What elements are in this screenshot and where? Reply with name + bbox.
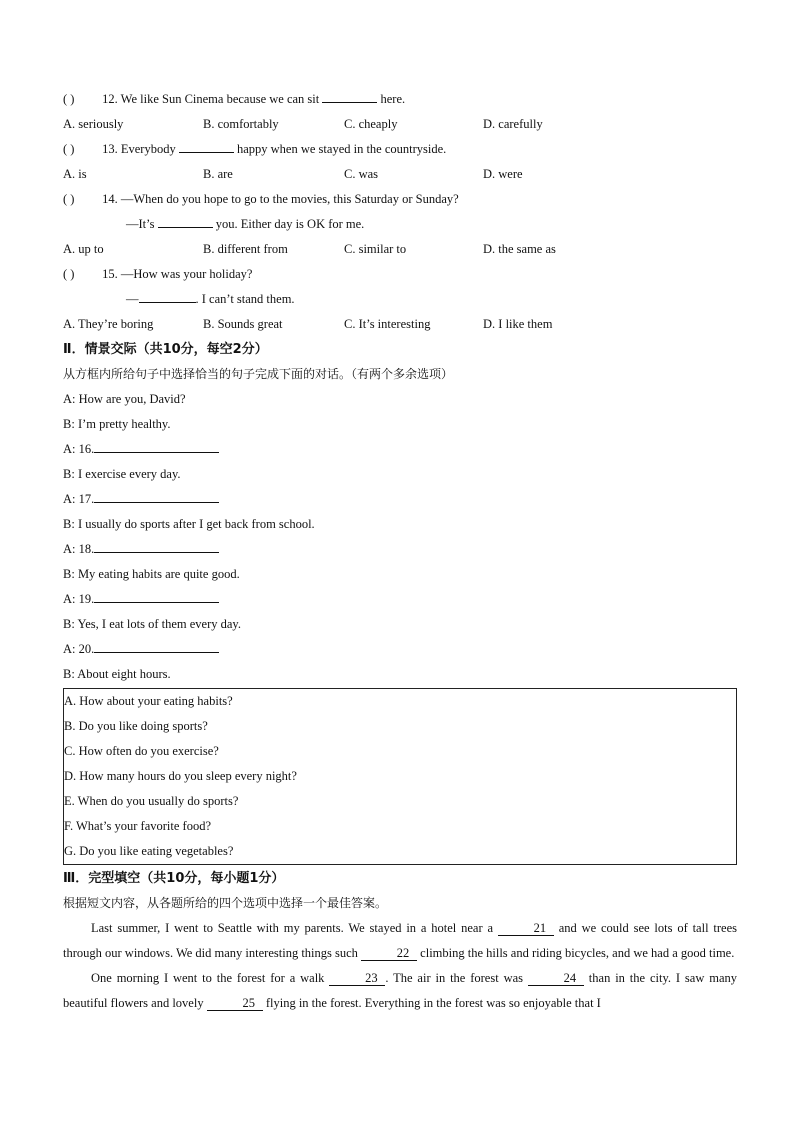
option-c: C. cheaply xyxy=(344,117,398,131)
cloze-paragraph-1 xyxy=(63,916,737,966)
reply-end: you. Either day is OK for me. xyxy=(215,217,365,231)
question-13 xyxy=(63,137,737,162)
question-stem: 13. Everybody xyxy=(102,142,176,156)
dialogue-line xyxy=(63,512,737,537)
passage-text: flying in the forest. Everything in the forest was so enjoyable that I xyxy=(265,996,601,1010)
question-stem-end: happy when we stayed in the countryside. xyxy=(236,142,447,156)
speaker: B: xyxy=(63,417,75,431)
question-14-options xyxy=(63,237,737,262)
speaker: B: xyxy=(63,617,75,631)
speaker: B: xyxy=(63,517,75,531)
section-3-heading: Ⅲ．完型填空（共10分，每小题1分） xyxy=(63,871,285,886)
question-12 xyxy=(63,87,737,112)
speaker: B: xyxy=(63,667,75,681)
answer-blank[interactable] xyxy=(94,488,219,503)
dialogue-line xyxy=(63,387,737,412)
dialogue-text: I’m pretty healthy. xyxy=(77,417,171,431)
dialogue-line xyxy=(63,437,737,462)
passage-text: than in the city. I saw many beautiful flowers and lovely xyxy=(63,971,738,1010)
box-option: G. Do you like eating vegetables? xyxy=(64,844,234,858)
speaker: A: xyxy=(63,492,76,506)
exam-page xyxy=(63,87,737,1016)
dialogue-line xyxy=(63,537,737,562)
speaker: A: xyxy=(63,542,76,556)
question-stem: 15. —How was your holiday? xyxy=(102,267,253,281)
dialogue-line xyxy=(63,637,737,662)
section-2-instruction: 从方框内所给句子中选择恰当的句子完成下面的对话。（有两个多余选项） xyxy=(63,367,454,381)
cloze-blank-23[interactable]: 23 xyxy=(329,971,385,986)
dialogue-number: 19. xyxy=(78,592,95,606)
options-box xyxy=(63,688,737,865)
question-stem: 12. We like Sun Cinema because we can sit xyxy=(102,92,320,106)
cloze-paragraph-2 xyxy=(63,966,737,1016)
question-stem-end: here. xyxy=(380,92,406,106)
reply-end: . I can’t stand them. xyxy=(195,292,295,306)
speaker: A: xyxy=(63,592,76,606)
option-d: D. I like them xyxy=(483,317,553,331)
box-option: F. What’s your favorite food? xyxy=(64,819,211,833)
option-d: D. were xyxy=(483,167,523,181)
speaker: A: xyxy=(63,392,76,406)
cloze-blank-22[interactable]: 22 xyxy=(361,946,417,961)
answer-blank[interactable] xyxy=(322,88,377,103)
section-2-heading: Ⅱ．情景交际（共10分，每空2分） xyxy=(63,342,268,357)
option-b: B. are xyxy=(203,167,233,181)
question-14 xyxy=(63,187,737,212)
option-b: B. Sounds great xyxy=(203,317,283,331)
speaker: B: xyxy=(63,567,75,581)
question-13-options xyxy=(63,162,737,187)
option-c: C. It’s interesting xyxy=(344,317,431,331)
dialogue-text: About eight hours. xyxy=(77,667,171,681)
option-d: D. the same as xyxy=(483,242,556,256)
cloze-blank-21[interactable]: 21 xyxy=(498,921,554,936)
passage-text: One morning I went to the forest for a walk xyxy=(91,971,325,985)
dialogue xyxy=(63,387,737,687)
question-15-reply xyxy=(63,287,737,312)
option-c: C. similar to xyxy=(344,242,407,256)
passage-text: climbing the hills and riding bicycles, and we had a good time. xyxy=(420,946,735,960)
cloze-blank-24[interactable]: 24 xyxy=(528,971,584,986)
passage-text: and we could see lots of tall trees through our windows. We did many interesting things such xyxy=(63,921,737,960)
answer-blank[interactable] xyxy=(158,213,213,228)
dialogue-line xyxy=(63,412,737,437)
option-a: A. seriously xyxy=(63,117,124,131)
speaker: A: xyxy=(63,642,76,656)
answer-paren[interactable]: ( ) xyxy=(63,142,75,156)
option-b: B. comfortably xyxy=(203,117,279,131)
answer-blank[interactable] xyxy=(179,138,234,153)
question-15 xyxy=(63,262,737,287)
dialogue-text: I usually do sports after I get back from school. xyxy=(77,517,315,531)
question-stem: 14. —When do you hope to go to the movies, this Saturday or Sunday? xyxy=(102,192,459,206)
question-12-options xyxy=(63,112,737,137)
passage-text: Last summer, I went to Seattle with my parents. We stayed in a hotel near a xyxy=(91,921,494,935)
speaker: A: xyxy=(63,442,76,456)
dialogue-text: My eating habits are quite good. xyxy=(77,567,240,581)
reply-start: — xyxy=(126,292,139,306)
question-15-options xyxy=(63,312,737,337)
box-option: A. How about your eating habits? xyxy=(64,694,233,708)
option-a: A. up to xyxy=(63,242,104,256)
section-3-instruction: 根据短文内容，从各题所给的四个选项中选择一个最佳答案。 xyxy=(63,896,388,910)
answer-blank[interactable] xyxy=(94,438,219,453)
answer-paren[interactable]: ( ) xyxy=(63,92,75,106)
dialogue-line xyxy=(63,562,737,587)
answer-blank[interactable] xyxy=(94,588,219,603)
passage-text: . The air in the forest was xyxy=(385,971,524,985)
answer-blank[interactable] xyxy=(139,288,196,303)
cloze-blank-25[interactable]: 25 xyxy=(207,996,263,1011)
dialogue-text: I exercise every day. xyxy=(77,467,181,481)
speaker: B: xyxy=(63,467,75,481)
dialogue-number: 16. xyxy=(78,442,95,456)
dialogue-line xyxy=(63,612,737,637)
answer-paren[interactable]: ( ) xyxy=(63,267,75,281)
dialogue-text: How are you, David? xyxy=(78,392,186,406)
box-option: D. How many hours do you sleep every night? xyxy=(64,769,297,783)
dialogue-text: Yes, I eat lots of them every day. xyxy=(77,617,241,631)
answer-blank[interactable] xyxy=(94,638,219,653)
option-b: B. different from xyxy=(203,242,288,256)
option-d: D. carefully xyxy=(483,117,543,131)
box-option: E. When do you usually do sports? xyxy=(64,794,239,808)
option-a: A. is xyxy=(63,167,87,181)
dialogue-line xyxy=(63,462,737,487)
dialogue-number: 18. xyxy=(78,542,95,556)
dialogue-line xyxy=(63,487,737,512)
dialogue-line xyxy=(63,662,737,687)
reply-start: —It’s xyxy=(126,217,155,231)
option-a: A. They’re boring xyxy=(63,317,154,331)
option-c: C. was xyxy=(344,167,379,181)
answer-blank[interactable] xyxy=(94,538,219,553)
dialogue-line xyxy=(63,587,737,612)
question-14-reply xyxy=(63,212,737,237)
box-option: C. How often do you exercise? xyxy=(64,744,219,758)
dialogue-number: 17. xyxy=(78,492,95,506)
dialogue-number: 20. xyxy=(78,642,95,656)
answer-paren[interactable]: ( ) xyxy=(63,192,75,206)
box-option: B. Do you like doing sports? xyxy=(64,719,208,733)
